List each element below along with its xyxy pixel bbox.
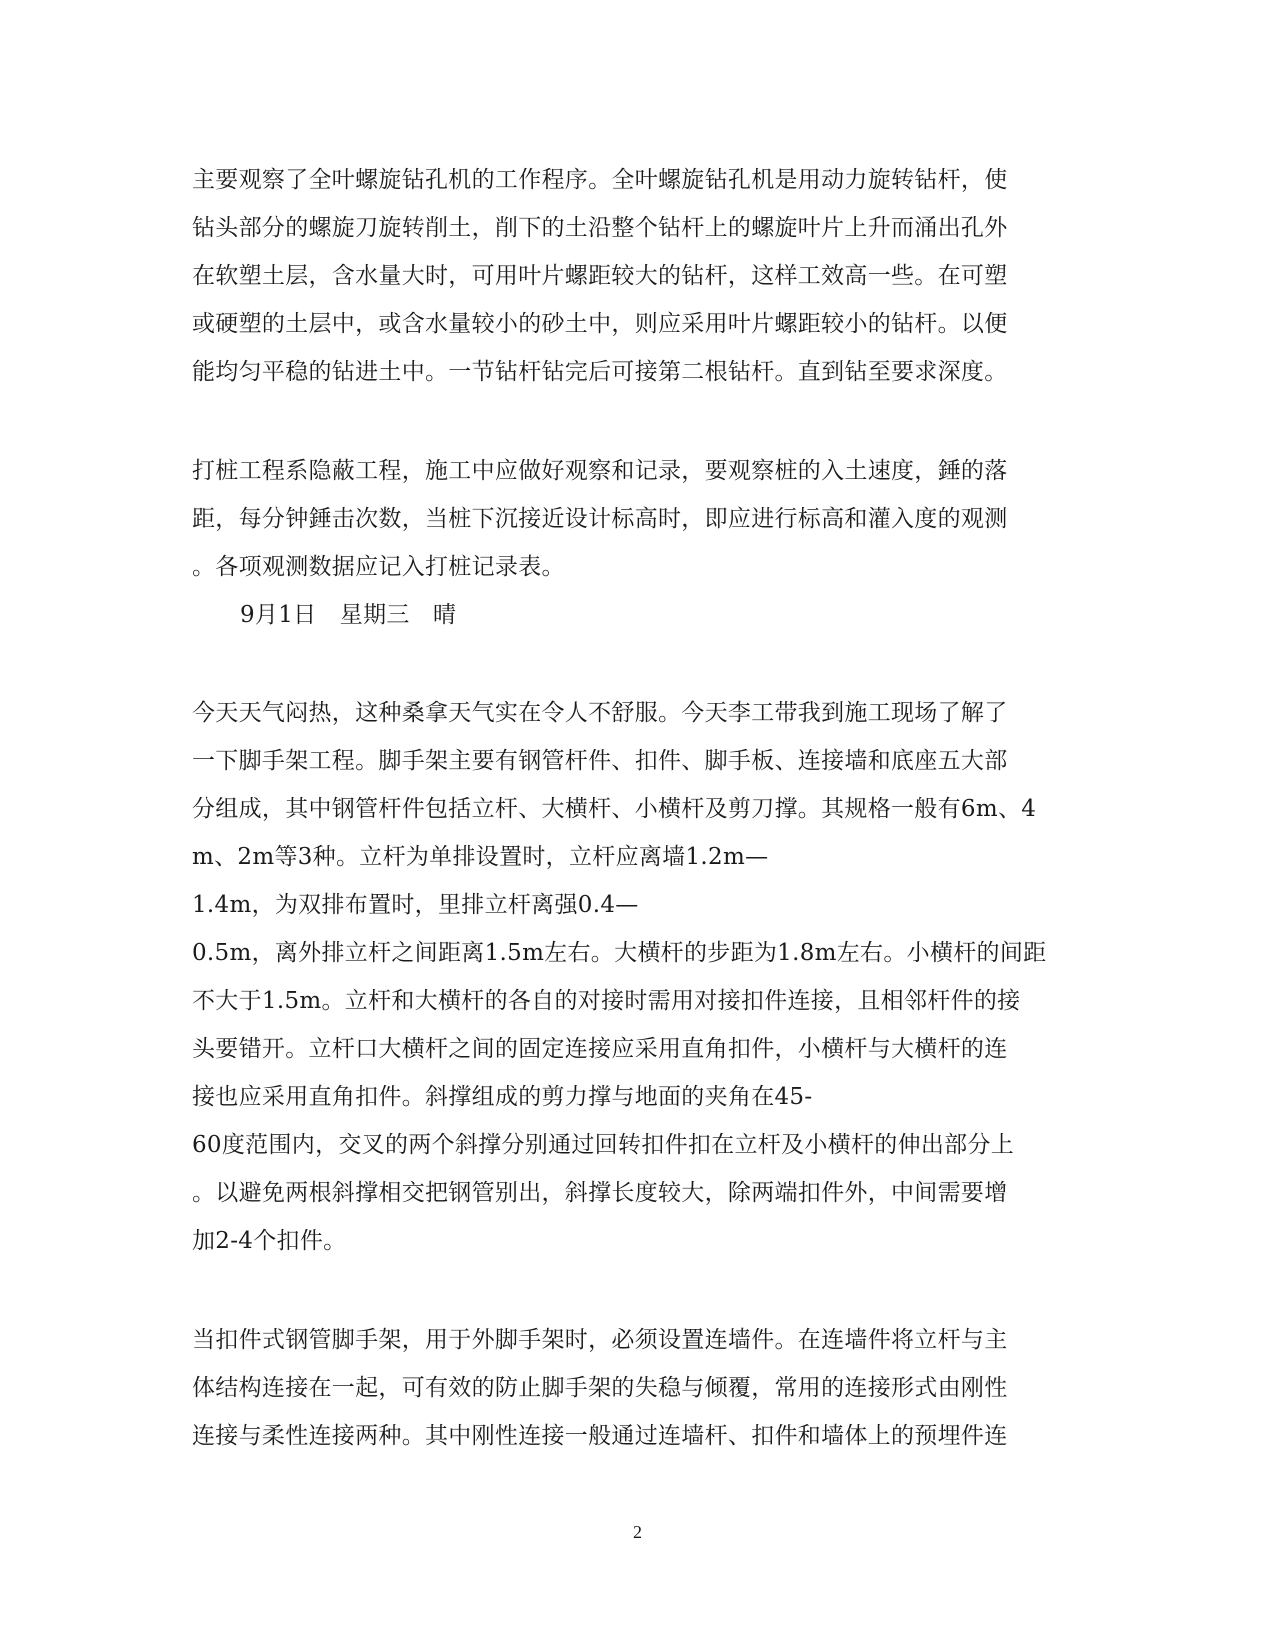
paragraph-1-line-5: 能均匀平稳的钻进土中。一节钻杆钻完后可接第二根钻杆。直到钻至要求深度。	[192, 359, 1008, 385]
paragraph-2-line-1: 打桩工程系隐蔽工程，施工中应做好观察和记录，要观察桩的入土速度，錘的落	[192, 458, 1008, 484]
paragraph-3-line-9: 接也应采用直角扣件。斜撑组成的剪力撑与地面的夹角在45-	[192, 1084, 813, 1110]
paragraph-2-line-2: 距，每分钟錘击次数，当桩下沉接近设计标高时，即应进行标高和灌入度的观测	[192, 506, 1008, 532]
paragraph-4-line-2: 体结构连接在一起，可有效的防止脚手架的失稳与倾覆，常用的连接形式由刚性	[192, 1375, 1008, 1401]
paragraph-2-line-3: 。各项观测数据应记入打桩记录表。	[192, 554, 565, 580]
paragraph-3-line-8: 头要错开。立杆口大横杆之间的固定连接应采用直角扣件，小横杆与大横杆的连	[192, 1036, 1008, 1062]
paragraph-3-line-3: 分组成，其中钢管杆件包括立杆、大横杆、小横杆及剪刀撑。其规格一般有6m、4	[192, 796, 1037, 822]
paragraph-3-line-4: m、2m等3种。立杆为单排设置时，立杆应离墙1.2m—	[192, 844, 769, 870]
page-number: 2	[633, 1522, 642, 1542]
paragraph-3-line-5: 1.4m，为双排布置时，里排立杆离强0.4—	[192, 892, 639, 918]
paragraph-4-line-3: 连接与柔性连接两种。其中刚性连接一般通过连墙杆、扣件和墙体上的预埋件连	[192, 1423, 1008, 1449]
paragraph-4-line-1: 当扣件式钢管脚手架，用于外脚手架时，必须设置连墙件。在连墙件将立杆与主	[192, 1327, 1008, 1353]
diary-date-line: 9月1日 星期三 晴	[240, 602, 457, 628]
paragraph-1-line-3: 在软塑土层，含水量大时，可用叶片螺距较大的钻杆，这样工效高一些。在可塑	[192, 263, 1008, 289]
paragraph-3-line-10: 60度范围内，交叉的两个斜撑分别通过回转扣件扣在立杆及小横杆的伸出部分上	[192, 1132, 1015, 1158]
paragraph-1-line-1: 主要观察了全叶螺旋钻孔机的工作程序。全叶螺旋钻孔机是用动力旋转钻杆，使	[192, 167, 1008, 193]
paragraph-1-line-4: 或硬塑的土层中，或含水量较小的砂土中，则应采用叶片螺距较小的钻杆。以便	[192, 311, 1008, 337]
paragraph-3-line-2: 一下脚手架工程。脚手架主要有钢管杆件、扣件、脚手板、连接墙和底座五大部	[192, 748, 1008, 774]
paragraph-3-line-11: 。以避免两根斜撑相交把钢管别出，斜撑长度较大，除两端扣件外，中间需要增	[192, 1180, 1008, 1206]
paragraph-3-line-7: 不大于1.5m。立杆和大横杆的各自的对接时需用对接扣件连接，且相邻杆件的接	[192, 988, 1021, 1014]
paragraph-3-line-1: 今天天气闷热，这种桑拿天气实在令人不舒服。今天李工带我到施工现场了解了	[192, 700, 1008, 726]
paragraph-1-line-2: 钻头部分的螺旋刀旋转削土，削下的土沿整个钻杆上的螺旋叶片上升而涌出孔外	[192, 215, 1008, 241]
paragraph-3-line-6: 0.5m，离外排立杆之间距离1.5m左右。大横杆的步距为1.8m左右。小横杆的间距	[192, 940, 1047, 966]
paragraph-3-line-12: 加2-4个扣件。	[192, 1228, 347, 1254]
